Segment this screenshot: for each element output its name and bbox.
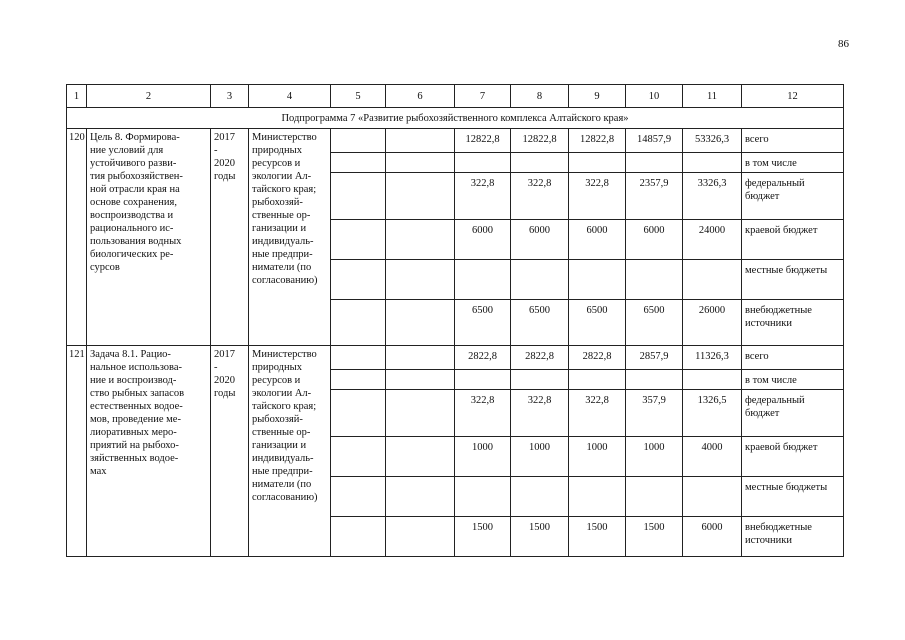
period: 2017 - 2020 годы: [211, 129, 249, 346]
value-cell: [511, 370, 569, 390]
column-header: 10: [626, 85, 683, 108]
value-cell: 6500: [511, 300, 569, 346]
column-header: 4: [249, 85, 331, 108]
empty-cell: [331, 517, 386, 557]
empty-cell: [331, 477, 386, 517]
value-cell: [511, 477, 569, 517]
value-cell: 322,8: [455, 390, 511, 437]
value-cell: [569, 153, 626, 173]
page-number: 86: [838, 38, 849, 50]
value-cell: 2822,8: [455, 346, 511, 370]
row-number: 121: [67, 346, 87, 557]
subprogram-title: Подпрограмма 7 «Развитие рыбохозяйственного комплекса Алтайского края»: [67, 108, 844, 129]
subprogram-row: [67, 108, 844, 129]
empty-cell: [331, 346, 386, 370]
empty-cell: [386, 300, 455, 346]
empty-cell: [386, 370, 455, 390]
value-cell: 12822,8: [455, 129, 511, 153]
value-cell: 2822,8: [569, 346, 626, 370]
column-header: 7: [455, 85, 511, 108]
value-cell: 1000: [569, 437, 626, 477]
value-cell: 26000: [683, 300, 742, 346]
value-cell: 6000: [511, 220, 569, 260]
value-cell: 6500: [626, 300, 683, 346]
executor: Министерство природных ресурсов и экологии Ал- тайского края; рыбохозяй- ственные ор- ганизации и индивидуаль- ные предпри- ниматели (по согласованию): [249, 129, 331, 346]
empty-cell: [386, 260, 455, 300]
value-cell: [455, 477, 511, 517]
value-cell: 6000: [455, 220, 511, 260]
column-header: 9: [569, 85, 626, 108]
column-header: 12: [742, 85, 844, 108]
funding-source-label: в том числе: [742, 370, 844, 390]
goal-name: Задача 8.1. Рацио- нальное использова- ние и воспроизвод- ство рыбных запасов естественных водое- мов, проведение ме- лиоративных меро- приятий на рыбохо- зяйственных водое- мах: [87, 346, 211, 557]
value-cell: 6500: [569, 300, 626, 346]
column-header: 2: [87, 85, 211, 108]
value-cell: 2822,8: [511, 346, 569, 370]
funding-source-label: местные бюджеты: [742, 477, 844, 517]
empty-cell: [331, 390, 386, 437]
value-cell: 1500: [511, 517, 569, 557]
value-cell: [511, 153, 569, 173]
funding-source-label: внебюджетные источники: [742, 300, 844, 346]
value-cell: [569, 370, 626, 390]
goal-name: Цель 8. Формирова- ние условий для устойчивого разви- тия рыбохозяйствен- ной отрасли края на основе сохранения, воспроизводства и рационального ис- пользования водных биологических ре- сурсов: [87, 129, 211, 346]
value-cell: [455, 153, 511, 173]
funding-source-label: всего: [742, 129, 844, 153]
value-cell: [569, 477, 626, 517]
value-cell: 322,8: [569, 173, 626, 220]
funding-source-label: внебюджетные источники: [742, 517, 844, 557]
value-cell: 322,8: [455, 173, 511, 220]
empty-cell: [331, 370, 386, 390]
empty-cell: [386, 220, 455, 260]
table-row: [67, 129, 844, 153]
value-cell: 1500: [626, 517, 683, 557]
empty-cell: [386, 153, 455, 173]
value-cell: 1500: [569, 517, 626, 557]
column-header: 3: [211, 85, 249, 108]
value-cell: 2857,9: [626, 346, 683, 370]
value-cell: [569, 260, 626, 300]
value-cell: 11326,3: [683, 346, 742, 370]
header-row: [67, 85, 844, 108]
value-cell: 24000: [683, 220, 742, 260]
empty-cell: [386, 437, 455, 477]
funding-source-label: всего: [742, 346, 844, 370]
empty-cell: [386, 346, 455, 370]
value-cell: 322,8: [569, 390, 626, 437]
value-cell: 1000: [626, 437, 683, 477]
value-cell: 322,8: [511, 390, 569, 437]
value-cell: 1326,5: [683, 390, 742, 437]
funding-source-label: федеральный бюджет: [742, 390, 844, 437]
value-cell: [683, 260, 742, 300]
empty-cell: [386, 173, 455, 220]
funding-source-label: краевой бюджет: [742, 437, 844, 477]
empty-cell: [331, 129, 386, 153]
value-cell: 6000: [683, 517, 742, 557]
empty-cell: [386, 390, 455, 437]
empty-cell: [386, 129, 455, 153]
value-cell: 357,9: [626, 390, 683, 437]
column-header: 6: [386, 85, 455, 108]
empty-cell: [386, 477, 455, 517]
empty-cell: [331, 437, 386, 477]
empty-cell: [331, 153, 386, 173]
executor: Министерство природных ресурсов и экологии Ал- тайского края; рыбохозяй- ственные ор- ганизации и индивидуаль- ные предпри- ниматели (по согласованию): [249, 346, 331, 557]
value-cell: 14857,9: [626, 129, 683, 153]
column-header: 5: [331, 85, 386, 108]
value-cell: 6000: [569, 220, 626, 260]
budget-table: [66, 84, 844, 557]
value-cell: 12822,8: [569, 129, 626, 153]
value-cell: [683, 153, 742, 173]
value-cell: [626, 260, 683, 300]
value-cell: [626, 153, 683, 173]
table-row: [67, 346, 844, 370]
value-cell: 53326,3: [683, 129, 742, 153]
value-cell: 1000: [455, 437, 511, 477]
value-cell: [455, 260, 511, 300]
empty-cell: [331, 173, 386, 220]
funding-source-label: в том числе: [742, 153, 844, 173]
funding-source-label: местные бюджеты: [742, 260, 844, 300]
value-cell: 6000: [626, 220, 683, 260]
funding-source-label: федеральный бюджет: [742, 173, 844, 220]
column-header: 1: [67, 85, 87, 108]
value-cell: 3326,3: [683, 173, 742, 220]
funding-source-label: краевой бюджет: [742, 220, 844, 260]
value-cell: 12822,8: [511, 129, 569, 153]
empty-cell: [331, 300, 386, 346]
column-header: 8: [511, 85, 569, 108]
empty-cell: [331, 220, 386, 260]
value-cell: [626, 477, 683, 517]
value-cell: 2357,9: [626, 173, 683, 220]
value-cell: 1500: [455, 517, 511, 557]
row-number: 120: [67, 129, 87, 346]
value-cell: 322,8: [511, 173, 569, 220]
value-cell: [683, 477, 742, 517]
value-cell: [511, 260, 569, 300]
period: 2017 - 2020 годы: [211, 346, 249, 557]
empty-cell: [386, 517, 455, 557]
value-cell: 1000: [511, 437, 569, 477]
value-cell: 4000: [683, 437, 742, 477]
value-cell: [626, 370, 683, 390]
value-cell: [683, 370, 742, 390]
column-header: 11: [683, 85, 742, 108]
value-cell: 6500: [455, 300, 511, 346]
empty-cell: [331, 260, 386, 300]
value-cell: [455, 370, 511, 390]
